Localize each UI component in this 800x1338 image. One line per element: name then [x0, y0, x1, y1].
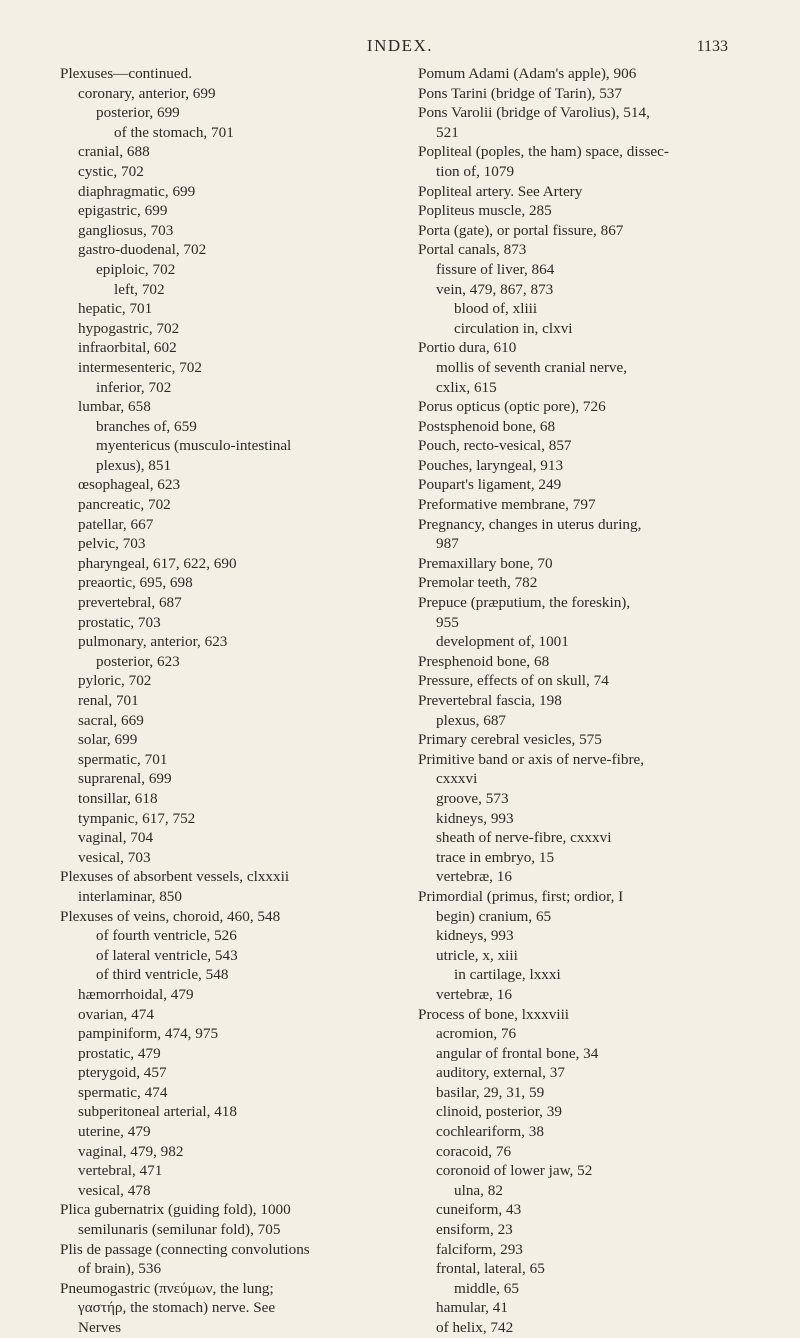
index-entry: Pregnancy, changes in uterus during, [418, 515, 642, 533]
index-entry: Plexuses of veins, choroid, 460, 548 [60, 907, 281, 925]
running-head-title: INDEX. [366, 36, 434, 55]
index-entry: development of, 1001 [436, 633, 569, 651]
index-entry: coronoid of lower jaw, 52 [436, 1162, 593, 1180]
index-entry: of brain), 536 [78, 1260, 162, 1278]
index-entry: cranial, 688 [78, 143, 150, 161]
index-entry: Pons Tarini (bridge of Tarin), 537 [418, 84, 622, 102]
index-entry: ensiform, 23 [436, 1221, 513, 1239]
index-entry: basilar, 29, 31, 59 [436, 1083, 545, 1101]
index-entry: Pneumogastric (πνεύμων, the lung; [60, 1279, 274, 1297]
index-entry: 987 [436, 535, 459, 553]
index-entry: Premolar teeth, 782 [418, 574, 538, 592]
index-entry: Plica gubernatrix (guiding fold), 1000 [60, 1201, 291, 1219]
index-entry: pelvic, 703 [78, 535, 146, 553]
index-entry: of third ventricle, 548 [96, 966, 229, 984]
index-entry: hypogastric, 702 [78, 319, 180, 337]
index-entry: circulation in, clxvi [454, 319, 573, 337]
index-entry: posterior, 623 [96, 652, 180, 670]
index-entry: gangliosus, 703 [78, 221, 174, 239]
index-entry: pulmonary, anterior, 623 [78, 633, 228, 651]
index-entry: lumbar, 658 [78, 398, 151, 416]
index-entry: epigastric, 699 [78, 202, 168, 220]
index-entry: Porta (gate), or portal fissure, 867 [418, 221, 624, 239]
index-entry: Popliteal artery. See Artery [418, 182, 583, 200]
index-entry: Popliteus muscle, 285 [418, 202, 552, 220]
index-entry: spermatic, 701 [78, 750, 168, 768]
index-entry: vesical, 478 [78, 1181, 151, 1199]
index-entry: myentericus (musculo-intestinal [96, 437, 292, 455]
index-entry: γαστήρ, the stomach) nerve. See [78, 1299, 276, 1317]
index-entry: 955 [436, 613, 459, 631]
index-entry: solar, 699 [78, 731, 138, 749]
page-number: 1133 [696, 38, 728, 55]
index-entry: middle, 65 [454, 1279, 519, 1297]
index-entry: gastro-duodenal, 702 [78, 241, 207, 259]
index-entry: inferior, 702 [96, 378, 172, 396]
index-entry: interlaminar, 850 [78, 887, 182, 905]
index-entry: Portal canals, 873 [418, 241, 527, 259]
index-entry: vesical, 703 [78, 848, 151, 866]
index-entry: pyloric, 702 [78, 672, 152, 690]
index-entry: prostatic, 703 [78, 613, 161, 631]
page-header [0, 36, 800, 62]
index-entry: ovarian, 474 [78, 1005, 154, 1023]
index-entry: tympanic, 617, 752 [78, 809, 196, 827]
index-entry: Plexuses of absorbent vessels, clxxxii [60, 868, 290, 886]
index-entry: cxxxvi [436, 770, 478, 788]
index-entry: hamular, 41 [436, 1299, 508, 1317]
index-entry: left, 702 [114, 280, 165, 298]
index-entry: fissure of liver, 864 [436, 260, 555, 278]
index-entry: Porus opticus (optic pore), 726 [418, 398, 606, 416]
index-entry: plexus), 851 [96, 456, 172, 474]
index-entry: of fourth ventricle, 526 [96, 927, 237, 945]
index-entry: kidneys, 993 [436, 927, 514, 945]
index-entry: pterygoid, 457 [78, 1064, 167, 1082]
index-entry: uterine, 479 [78, 1123, 151, 1141]
index-entry: Process of bone, lxxxviii [418, 1005, 570, 1023]
index-entry: Popliteal (poples, the ham) space, dissec- [418, 143, 669, 161]
index-entry: Portio dura, 610 [418, 339, 517, 357]
index-entry: falciform, 293 [436, 1240, 523, 1258]
index-entry: Pons Varolii (bridge of Varolius), 514, [418, 104, 650, 122]
index-entry: suprarenal, 699 [78, 770, 172, 788]
index-entry: vaginal, 479, 982 [78, 1142, 184, 1160]
index-entry: Nerves [78, 1319, 122, 1336]
index-entry: intermesenteric, 702 [78, 358, 202, 376]
index-entry: sheath of nerve-fibre, cxxxvi [436, 829, 612, 847]
index-entry: mollis of seventh cranial nerve, [436, 358, 628, 376]
index-entry: of the stomach, 701 [114, 123, 234, 141]
index-entry: of lateral ventricle, 543 [96, 946, 238, 964]
index-entry: auditory, external, 37 [436, 1064, 565, 1082]
index-entry: Premaxillary bone, 70 [418, 554, 553, 572]
index-entry: subperitoneal arterial, 418 [78, 1103, 237, 1121]
index-entry: cuneiform, 43 [436, 1201, 522, 1219]
index-entry: trace in embryo, 15 [436, 848, 555, 866]
index-entry: acromion, 76 [436, 1025, 517, 1043]
index-entry: clinoid, posterior, 39 [436, 1103, 562, 1121]
index-entry: tion of, 1079 [436, 162, 515, 180]
index-entry: vertebræ, 16 [436, 868, 512, 886]
index-entry: vertebræ, 16 [436, 985, 512, 1003]
index-entry: epiploic, 702 [96, 260, 176, 278]
index-entry: cystic, 702 [78, 162, 144, 180]
index-entry: kidneys, 993 [436, 809, 514, 827]
index-entry: Preformative membrane, 797 [418, 496, 596, 514]
index-entry: Primordial (primus, first; ordior, I [418, 887, 624, 905]
index-entry: groove, 573 [436, 789, 509, 807]
index-entry: in cartilage, lxxxi [454, 966, 561, 984]
index-entry: vertebral, 471 [78, 1162, 163, 1180]
index-entry: prevertebral, 687 [78, 594, 182, 612]
index-entry: pancreatic, 702 [78, 496, 171, 514]
index-entry: preaortic, 695, 698 [78, 574, 193, 592]
index-entry: hæmorrhoidal, 479 [78, 985, 194, 1003]
index-entry: spermatic, 474 [78, 1083, 168, 1101]
index-entry: Prevertebral fascia, 198 [418, 692, 562, 709]
index-entry: pharyngeal, 617, 622, 690 [78, 554, 237, 572]
index-entry: Postsphenoid bone, 68 [418, 417, 556, 435]
index-entry: cochleariform, 38 [436, 1123, 544, 1141]
index-entry: hepatic, 701 [78, 300, 153, 318]
index-entry: Pouch, recto-vesical, 857 [418, 437, 572, 455]
index-entry: Pouches, laryngeal, 913 [418, 456, 564, 474]
index-entry: vaginal, 704 [78, 829, 154, 847]
index-entry: infraorbital, 602 [78, 339, 177, 357]
index-entry: Poupart's ligament, 249 [418, 476, 562, 494]
index-entry: angular of frontal bone, 34 [436, 1044, 599, 1062]
index-entry: patellar, 667 [78, 515, 154, 533]
index-entry: sacral, 669 [78, 711, 144, 729]
left-index-column [60, 64, 378, 1338]
index-entry: vein, 479, 867, 873 [436, 280, 554, 298]
index-entry: Pressure, effects of on skull, 74 [418, 672, 609, 690]
index-entry: frontal, lateral, 65 [436, 1260, 545, 1278]
index-entry: Primitive band or axis of nerve-fibre, [418, 750, 645, 768]
index-entry: tonsillar, 618 [78, 789, 158, 807]
index-entry: of helix, 742 [436, 1319, 514, 1336]
index-entry: œsophageal, 623 [78, 476, 181, 494]
index-entry: Pomum Adami (Adam's apple), 906 [418, 65, 637, 82]
index-entry: Plis de passage (connecting convolutions [60, 1240, 310, 1258]
index-entry: semilunaris (semilunar fold), 705 [78, 1221, 281, 1239]
index-entry: plexus, 687 [436, 711, 507, 729]
index-entry: Prepuce (præputium, the foreskin), [418, 594, 631, 612]
index-entry: renal, 701 [78, 692, 139, 709]
index-entry: Presphenoid bone, 68 [418, 652, 550, 670]
index-entry: Primary cerebral vesicles, 575 [418, 731, 602, 749]
index-entry: blood of, xliii [454, 300, 538, 318]
index-entry: utricle, x, xiii [436, 946, 518, 964]
index-entry: diaphragmatic, 699 [78, 182, 196, 200]
index-entry: 521 [436, 123, 459, 141]
index-entry: Plexuses—continued. [60, 65, 193, 82]
right-index-column [418, 64, 734, 1338]
index-entry: coracoid, 76 [436, 1142, 512, 1160]
index-entry: pampiniform, 474, 975 [78, 1025, 219, 1043]
index-entry: begin) cranium, 65 [436, 907, 552, 925]
index-entry: posterior, 699 [96, 104, 180, 122]
index-entry: prostatic, 479 [78, 1044, 161, 1062]
index-entry: cxlix, 615 [436, 378, 497, 396]
index-entry: branches of, 659 [96, 417, 197, 435]
index-entry: coronary, anterior, 699 [78, 84, 216, 102]
index-entry: ulna, 82 [454, 1181, 503, 1199]
